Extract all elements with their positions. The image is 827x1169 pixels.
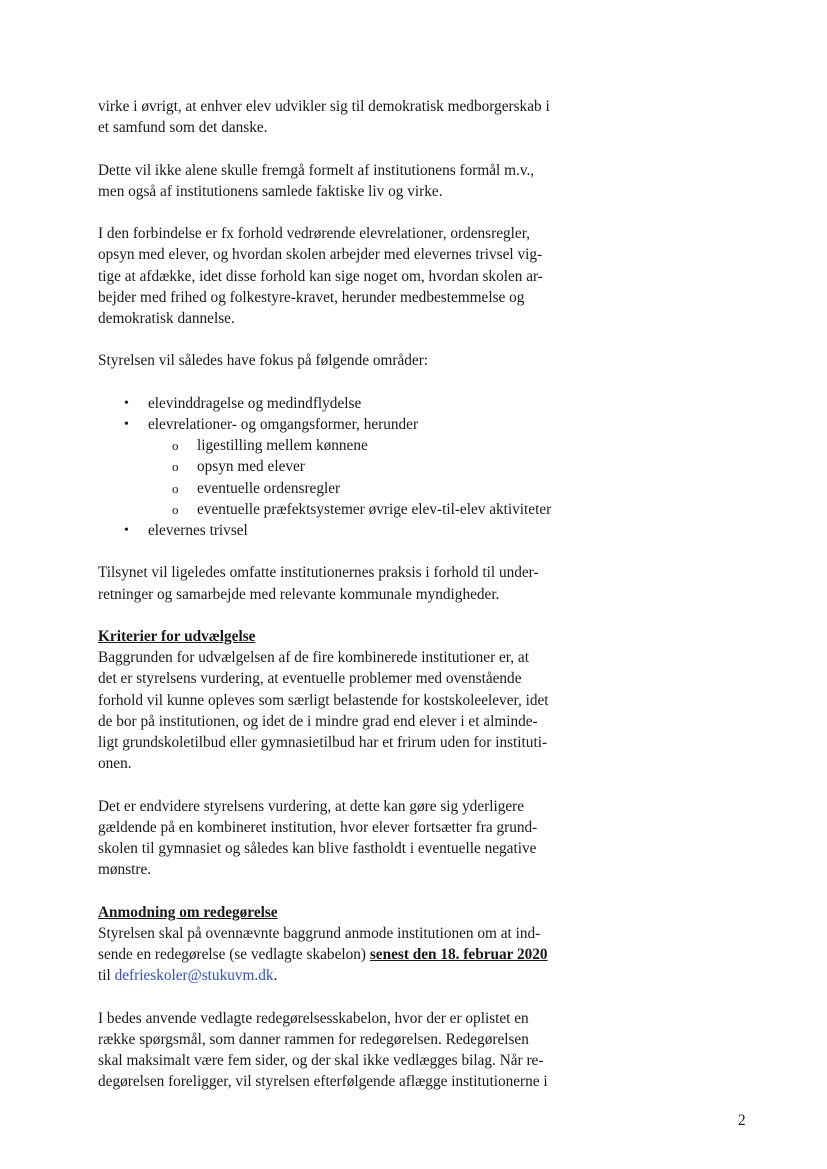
text-line: tige at afdække, idet disse forhold kan sige noget om, hvordan skolen ar- — [98, 267, 543, 285]
list-item-text: elevrelationer- og omgangsformer, herunder — [148, 415, 419, 433]
paragraph-democratic-citizenship — [98, 96, 598, 138]
text-line — [98, 944, 598, 965]
text-line: I den forbindelse er fx forhold vedrørende elevrelationer, ordensregler, — [98, 225, 530, 243]
text-fragment: til — [98, 967, 115, 985]
list-item-text: elevinddragelse og medindflydelse — [148, 394, 362, 412]
page-number: 2 — [738, 1112, 746, 1129]
sub-list-item — [98, 435, 598, 456]
text-line: demokratisk dannelse. — [98, 310, 235, 327]
text-line: de bor på institutionen, og idet de i mindre grad end elever i et alminde- — [98, 712, 538, 730]
paragraph-combined-institution — [98, 796, 598, 881]
text-line: ligt grundskoletilbud eller gymnasietilbud har et frirum uden for instituti- — [98, 734, 548, 751]
text-line: opsyn med elever, og hvordan skolen arbejder med elevernes trivsel vig- — [98, 246, 543, 264]
text-line: men også af institutionens samlede faktiske liv og virke. — [98, 182, 443, 200]
section-request-report — [98, 902, 598, 987]
bullet-icon: • — [124, 416, 129, 432]
text-line: I bedes anvende vedlagte redegørelsesskabelon, hvor der er oplistet en — [98, 1009, 529, 1027]
text-line: Styrelsen skal på ovennævnte baggrund anmode institutionen om at ind- — [98, 924, 541, 942]
section-heading: Anmodning om redegørelse — [98, 903, 278, 921]
text-line: Baggrunden for udvælgelsen af de fire kombinerede institutioner er, at — [98, 649, 529, 667]
text-line: bejder med frihed og folkestyre-kravet, herunder medbestemmelse og — [98, 288, 525, 306]
list-item-text: eventuelle ordensregler — [197, 479, 341, 497]
list-item — [98, 520, 598, 541]
text-line — [98, 965, 598, 986]
sub-list-item — [98, 478, 598, 499]
text-line: række spørgsmål, som danner rammen for redegørelsen. Redegørelsen — [98, 1030, 529, 1048]
text-line: forhold vil kunne opleves som særligt belastende for kostskoleelever, idet — [98, 691, 549, 709]
sub-list-item — [98, 499, 598, 520]
text-line: et samfund som det danske. — [98, 119, 268, 137]
circle-bullet-icon: o — [172, 438, 179, 454]
paragraph-relations-context — [98, 223, 598, 329]
list-item-text: ligestilling mellem kønnene — [197, 437, 368, 455]
list-item-text: eventuelle præfektsystemer øvrige elev-til-elev aktiviteter — [197, 500, 552, 518]
text-line: Det er endvidere styrelsens vurdering, at dette kan gøre sig yderligere — [98, 797, 525, 815]
circle-bullet-icon: o — [172, 459, 179, 475]
deadline-text: senest den 18. februar 2020 — [369, 946, 548, 963]
list-item-text: opsyn med elever — [197, 458, 305, 476]
focus-areas-list — [98, 393, 598, 541]
text-line: mønstre. — [98, 861, 152, 879]
text-fragment: sende en redegørelse (se vedlagte skabelon) — [98, 946, 370, 963]
text-line: onen. — [98, 755, 132, 773]
text-line: det er styrelsens vurdering, at eventuelle problemer med ovenstående — [98, 670, 522, 688]
sub-list-item — [98, 456, 598, 477]
list-item — [98, 393, 598, 414]
text-line: degørelsen foreligger, vil styrelsen efterfølgende aflægge institutionerne i — [98, 1073, 548, 1091]
bullet-icon: • — [124, 523, 129, 538]
paragraph-focus-intro — [98, 350, 598, 371]
text-line: Dette vil ikke alene skulle fremgå formelt af institutionens formål m.v., — [98, 161, 535, 179]
paragraph-supervision — [98, 562, 598, 604]
circle-bullet-icon: o — [172, 501, 179, 517]
email-link[interactable]: defrieskoler@stukuvm.dk — [114, 967, 274, 985]
text-line: virke i øvrigt, at enhver elev udvikler sig til demokratisk medborgerskab i — [98, 98, 550, 115]
text-line: Styrelsen vil således have fokus på følgende områder: — [98, 352, 429, 370]
list-item-text: elevernes trivsel — [148, 522, 248, 539]
circle-bullet-icon: o — [172, 480, 179, 496]
text-line: gældende på en kombineret institution, hvor elever fortsætter fra grund- — [98, 818, 538, 836]
paragraph-template-instructions — [98, 1008, 598, 1093]
paragraph-institution-purpose — [98, 160, 598, 202]
text-line: retninger og samarbejde med relevante kommunale myndigheder. — [98, 585, 500, 603]
text-line: skal maksimalt være fem sider, og der skal ikke vedlægges bilag. Når re- — [98, 1052, 544, 1069]
text-fragment: . — [273, 967, 278, 985]
list-item — [98, 414, 598, 435]
text-line: skolen til gymnasiet og således kan blive fastholdt i eventuelle negative — [98, 840, 537, 857]
section-selection-criteria — [98, 626, 598, 774]
section-heading: Kriterier for udvælgelse — [98, 627, 256, 645]
text-line: Tilsynet vil ligeledes omfatte institutionernes praksis i forhold til under- — [98, 564, 539, 582]
document-body — [98, 96, 598, 1114]
bullet-icon: • — [124, 395, 129, 411]
